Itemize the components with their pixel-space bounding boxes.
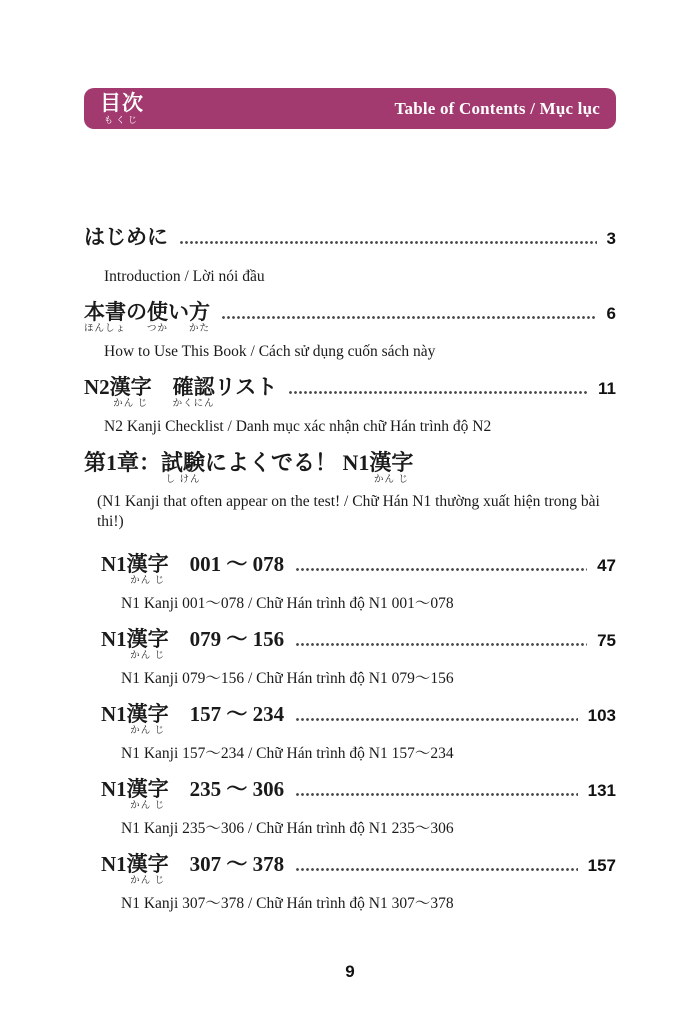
title-text: 第1章：: [84, 450, 162, 475]
ruby-segment: [126, 624, 169, 661]
ruby-segment: [126, 549, 169, 586]
dotted-leader: [296, 793, 577, 796]
furigana: かん じ: [130, 801, 166, 811]
title-text: リスト: [214, 375, 278, 399]
toc-entry-title: [101, 849, 285, 886]
toc-entry-title: [101, 549, 285, 586]
ruby-segment: [126, 699, 169, 736]
title-text: 漢字: [126, 627, 169, 651]
text-segment: [215, 372, 278, 402]
ruby-segment: [188, 297, 211, 334]
furigana: かくにん: [172, 399, 215, 409]
text-segment: [101, 624, 127, 654]
furigana: かん じ: [130, 651, 166, 661]
toc-entry-line: [84, 222, 616, 254]
title-text: 本書: [84, 300, 126, 324]
toc-entry-title: [84, 372, 278, 409]
ruby-segment: [369, 448, 414, 485]
header-title-furigana: もくじ: [103, 115, 140, 125]
furigana: かん じ: [130, 576, 166, 586]
title-text: によくでる！ N1: [205, 450, 370, 475]
text-segment: [205, 448, 369, 478]
furigana: ほんしょ: [83, 324, 127, 334]
dotted-leader: [296, 568, 587, 571]
toc-entry-subtitle: Introduction / Lời nói đầu: [104, 268, 265, 285]
toc-entry-title: [101, 774, 285, 811]
toc-entry-page-number: 131: [587, 781, 616, 800]
title-text: N1: [101, 627, 127, 651]
ruby-segment: [146, 297, 169, 334]
title-text: N1: [101, 852, 127, 876]
toc-entry-page-number: 75: [597, 631, 616, 650]
title-text: 使: [147, 300, 168, 324]
title-text: 漢字: [126, 702, 169, 726]
toc-entry-page-number: 11: [598, 379, 616, 398]
ruby-segment: [83, 297, 127, 334]
toc-entry: [84, 699, 616, 764]
toc-entry-title: [84, 448, 414, 485]
title-text: 漢字: [126, 552, 169, 576]
text-segment: [169, 774, 285, 804]
title-text: 漢字: [126, 852, 169, 876]
furigana: かん じ: [373, 475, 409, 485]
furigana: し けん: [165, 475, 201, 485]
furigana: かん じ: [130, 726, 166, 736]
toc-entry-subtitle: N1 Kanji 235～306 / Chữ Hán trình độ N1 235～306: [121, 820, 454, 837]
furigana: かた: [188, 324, 211, 334]
ruby-segment: [126, 849, 169, 886]
toc-entry-subtitle: N2 Kanji Checklist / Danh mục xác nhận chữ Hán trình độ N2: [104, 418, 492, 435]
toc-entry: [84, 774, 616, 839]
toc-chapter-heading: [84, 448, 616, 532]
title-text: い: [168, 300, 189, 324]
toc-entry-page-number: 47: [597, 556, 616, 575]
toc-entry-line: [101, 774, 616, 811]
toc-entry: [84, 624, 616, 689]
title-text: 漢字: [109, 375, 152, 399]
footer-page-number: 9: [345, 962, 355, 981]
title-text: 方: [189, 300, 210, 324]
text-segment: [101, 849, 127, 879]
header-banner: [84, 88, 616, 129]
toc-entry-line: [101, 699, 616, 736]
title-text: 001 ～ 078: [168, 552, 285, 576]
dotted-leader: [222, 316, 597, 319]
dotted-leader: [180, 241, 597, 244]
toc-entry-line: [84, 372, 616, 409]
toc-entry-line: [101, 624, 616, 661]
toc-entry-title: [101, 699, 285, 736]
header-title-latin: Table of Contents / Mục lục: [394, 98, 600, 118]
text-segment: [84, 372, 110, 402]
furigana: つか: [146, 324, 169, 334]
toc-entry-subtitle: N1 Kanji 001～078 / Chữ Hán trình độ N1 001～078: [121, 595, 454, 612]
toc-entries: [84, 222, 616, 924]
dotted-leader: [296, 868, 577, 871]
header-title-jp: 目次: [100, 92, 144, 115]
furigana: かん じ: [130, 876, 166, 886]
title-text: はじめに: [84, 225, 168, 249]
text-segment: [101, 774, 127, 804]
title-text: 307 ～ 378: [168, 852, 285, 876]
toc-entry: [84, 297, 616, 362]
text-segment: [152, 372, 173, 402]
title-text: 157 ～ 234: [168, 702, 285, 726]
toc-entry-subtitle: N1 Kanji 157～234 / Chữ Hán trình độ N1 157～234: [121, 745, 454, 762]
title-text: N1: [101, 777, 127, 801]
dotted-leader: [289, 391, 588, 394]
title-text: N1: [101, 552, 127, 576]
title-text: 235 ～ 306: [168, 777, 285, 801]
title-text: 試験: [161, 450, 206, 475]
title-text: N2: [84, 375, 110, 399]
title-text: 漢字: [369, 450, 414, 475]
title-text: 確認: [172, 375, 215, 399]
title-text: の: [126, 300, 147, 324]
toc-entry-page-number: 6: [606, 304, 616, 323]
toc-entry-line: [83, 297, 616, 334]
ruby-segment: [126, 774, 169, 811]
toc-entry-title: [101, 624, 285, 661]
toc-entry-page-number: 3: [606, 229, 616, 248]
toc-entry-line: [101, 549, 616, 586]
ruby-segment: [172, 372, 215, 409]
text-segment: [101, 549, 127, 579]
title-text: N1: [101, 702, 127, 726]
toc-entry: [84, 549, 616, 614]
toc-entry: [84, 372, 616, 437]
dotted-leader: [296, 718, 577, 721]
text-segment: [84, 222, 168, 252]
text-segment: [84, 448, 161, 478]
text-segment: [169, 699, 285, 729]
text-segment: [169, 849, 285, 879]
toc-entry-page-number: 157: [587, 856, 616, 875]
text-segment: [101, 699, 127, 729]
toc-entry-title: [84, 222, 168, 252]
header-title-jp-block: [100, 93, 144, 125]
toc-entry: [84, 849, 616, 914]
text-segment: [126, 297, 147, 327]
toc-entry-subtitle: (N1 Kanji that often appear on the test! / Chữ Hán N1 thường xuất hiện trong bài thi!): [97, 493, 600, 530]
toc-entry-subtitle: N1 Kanji 307～378 / Chữ Hán trình độ N1 307～378: [121, 895, 454, 912]
toc-entry-line: [101, 849, 616, 886]
text-segment: [169, 624, 285, 654]
toc-entry-subtitle: How to Use This Book / Cách sử dụng cuốn sách này: [104, 343, 436, 360]
dotted-leader: [296, 643, 587, 646]
title-text: 漢字: [126, 777, 169, 801]
title-text: [152, 375, 173, 399]
furigana: かん じ: [113, 399, 149, 409]
toc-entry-page-number: 103: [587, 706, 616, 725]
title-text: 079 ～ 156: [168, 627, 285, 651]
toc-entry-subtitle: N1 Kanji 079～156 / Chữ Hán trình độ N1 079～156: [121, 670, 454, 687]
toc-entry: [84, 222, 616, 287]
toc-entry-title: [83, 297, 211, 334]
toc-entry-line: [84, 448, 616, 485]
text-segment: [169, 549, 285, 579]
text-segment: [168, 297, 189, 327]
ruby-segment: [161, 448, 206, 485]
ruby-segment: [109, 372, 152, 409]
